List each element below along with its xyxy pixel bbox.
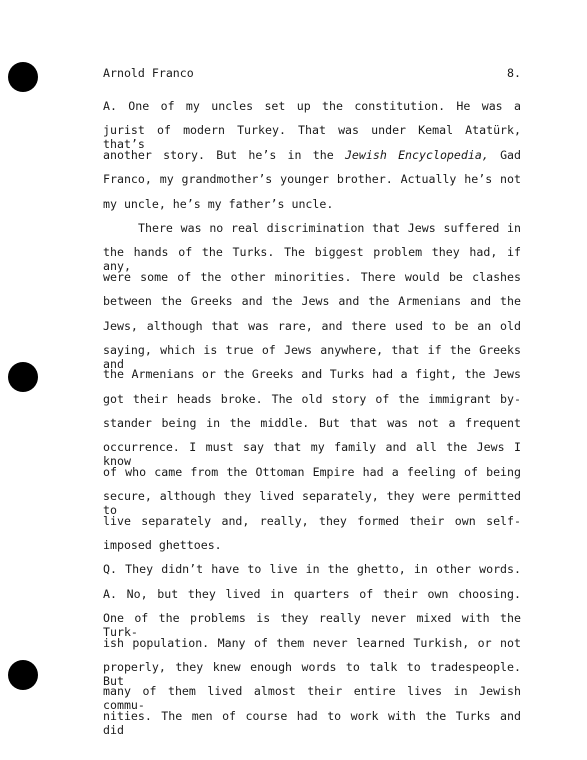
transcript-line: imposed ghettoes.	[103, 538, 222, 553]
transcript-line: saying, which is true of Jews anywhere, that if the Greeks and	[103, 342, 521, 371]
punch-hole	[8, 362, 38, 392]
transcript-line: live separately and, really, they formed their own self-	[103, 513, 521, 528]
transcript-line: secure, although they lived separately, they were permitted to	[103, 489, 521, 518]
transcript-line: jurist of modern Turkey. That was under Kemal Atatürk, that’s	[103, 123, 521, 152]
transcript-line: many of them lived almost their entire lives in Jewish commu-	[103, 684, 521, 713]
punch-hole	[8, 62, 38, 92]
page-number: 8.	[507, 66, 521, 80]
transcript-line: Franco, my grandmother’s younger brother. Actually he’s not	[103, 172, 521, 187]
transcript-line: nities. The men of course had to work with the Turks and did	[103, 708, 521, 737]
transcript-line: got their heads broke. The old story of the immigrant by-	[103, 391, 521, 406]
transcript-line: my uncle, he’s my father’s uncle.	[103, 196, 334, 211]
line-text: another story. But he’s in the	[103, 147, 345, 162]
punch-hole	[8, 660, 38, 690]
transcript-body	[103, 99, 522, 737]
transcript-line: properly, they knew enough words to talk to tradespeople. But	[103, 659, 521, 688]
transcript-line: One of the problems is they really never mixed with the Turk-	[103, 611, 521, 640]
transcript-line: the hands of the Turks. The biggest problem they had, if any,	[103, 245, 521, 274]
transcript-line: ish population. Many of them never learned Turkish, or not	[103, 635, 521, 650]
transcript-line: the Armenians or the Greeks and Turks had a fight, the Jews	[103, 367, 521, 382]
transcript-line: occurrence. I must say that my family and all the Jews I know	[103, 440, 521, 469]
transcript-line: of who came from the Ottoman Empire had a feeling of being	[103, 464, 521, 479]
transcript-line: Jews, although that was rare, and there used to be an old	[103, 318, 521, 333]
interviewee-name: Arnold Franco	[103, 66, 194, 80]
transcript-line: A. One of my uncles set up the constitution. He was a	[103, 99, 521, 113]
transcript-line: between the Greeks and the Jews and the Armenians and the	[103, 294, 521, 309]
transcript-line: There was no real discrimination that Jews suffered in	[138, 220, 521, 235]
transcript-line: A. No, but they lived in quarters of their own choosing.	[103, 586, 521, 601]
transcript-line	[103, 148, 521, 172]
line-text: Gad	[488, 147, 522, 162]
transcript-line: stander being in the middle. But that was not a frequent	[103, 416, 521, 431]
transcript-line: Q. They didn’t have to live in the ghetto, in other words.	[103, 562, 521, 577]
book-title: Jewish Encyclopedia,	[344, 147, 489, 162]
page-header	[103, 66, 521, 80]
transcript-line: were some of the other minorities. There would be clashes	[103, 269, 521, 284]
